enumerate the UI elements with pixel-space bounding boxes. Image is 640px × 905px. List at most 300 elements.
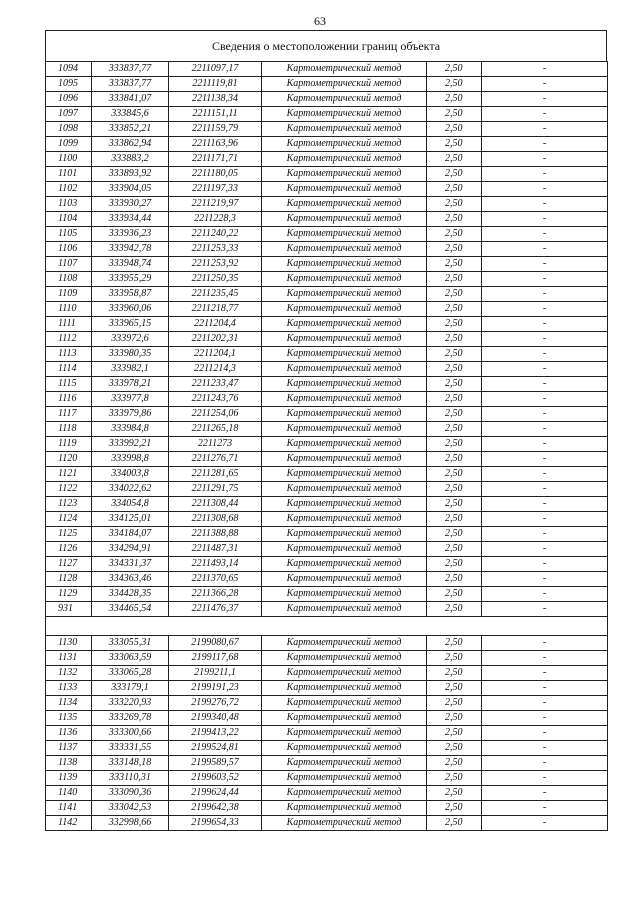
coordinate-x-cell: 334022,62 <box>92 482 169 497</box>
table-row <box>46 756 608 771</box>
accuracy-cell: 2,50 <box>427 227 482 242</box>
point-number-cell: 1114 <box>46 362 92 377</box>
point-number-cell: 1138 <box>46 756 92 771</box>
coordinate-y-cell: 2211151,11 <box>169 107 262 122</box>
accuracy-cell: 2,50 <box>427 197 482 212</box>
description-cell: - <box>482 602 608 617</box>
point-number-cell: 1100 <box>46 152 92 167</box>
coordinate-y-cell: 2199340,48 <box>169 711 262 726</box>
accuracy-cell: 2,50 <box>427 407 482 422</box>
table-row <box>46 272 608 287</box>
coordinate-y-cell: 2211308,68 <box>169 512 262 527</box>
coordinate-x-cell: 333862,94 <box>92 137 169 152</box>
description-cell: - <box>482 347 608 362</box>
description-cell: - <box>482 771 608 786</box>
description-cell: - <box>482 287 608 302</box>
description-cell: - <box>482 77 608 92</box>
determination-method-cell: Картометрический метод <box>262 362 427 377</box>
point-number-cell: 1123 <box>46 497 92 512</box>
description-cell: - <box>482 152 608 167</box>
point-number-cell: 1110 <box>46 302 92 317</box>
coordinate-x-cell: 333972,6 <box>92 332 169 347</box>
coordinate-x-cell: 334184,07 <box>92 527 169 542</box>
description-cell: - <box>482 242 608 257</box>
page-number: 63 <box>314 14 326 28</box>
point-number-cell: 1126 <box>46 542 92 557</box>
determination-method-cell: Картометрический метод <box>262 666 427 681</box>
point-number-cell: 1102 <box>46 182 92 197</box>
description-cell: - <box>482 317 608 332</box>
point-number-cell: 1116 <box>46 392 92 407</box>
accuracy-cell: 2,50 <box>427 62 482 77</box>
point-number-cell: 1137 <box>46 741 92 756</box>
accuracy-cell: 2,50 <box>427 137 482 152</box>
point-number-cell: 1139 <box>46 771 92 786</box>
coordinate-y-cell: 2211119,81 <box>169 77 262 92</box>
coordinate-y-cell: 2199589,57 <box>169 756 262 771</box>
table-row <box>46 741 608 756</box>
determination-method-cell: Картометрический метод <box>262 726 427 741</box>
coordinate-x-cell: 333998,8 <box>92 452 169 467</box>
accuracy-cell: 2,50 <box>427 602 482 617</box>
accuracy-cell: 2,50 <box>427 272 482 287</box>
table-row <box>46 377 608 392</box>
coordinate-y-cell: 2211476,37 <box>169 602 262 617</box>
accuracy-cell: 2,50 <box>427 107 482 122</box>
coordinate-y-cell: 2211253,92 <box>169 257 262 272</box>
description-cell: - <box>482 227 608 242</box>
description-cell: - <box>482 786 608 801</box>
description-cell: - <box>482 636 608 651</box>
point-number-cell: 1127 <box>46 557 92 572</box>
description-cell: - <box>482 257 608 272</box>
description-cell: - <box>482 437 608 452</box>
accuracy-cell: 2,50 <box>427 572 482 587</box>
table-row <box>46 227 608 242</box>
accuracy-cell: 2,50 <box>427 636 482 651</box>
determination-method-cell: Картометрический метод <box>262 587 427 602</box>
coordinate-x-cell: 333960,06 <box>92 302 169 317</box>
description-cell: - <box>482 741 608 756</box>
table-row <box>46 452 608 467</box>
description-cell: - <box>482 696 608 711</box>
table-row <box>46 602 608 617</box>
determination-method-cell: Картометрический метод <box>262 741 427 756</box>
point-number-cell: 1117 <box>46 407 92 422</box>
table-row <box>46 197 608 212</box>
coordinate-x-cell: 333978,21 <box>92 377 169 392</box>
coordinate-x-cell: 334363,46 <box>92 572 169 587</box>
point-number-cell: 1108 <box>46 272 92 287</box>
description-cell: - <box>482 407 608 422</box>
coordinate-x-cell: 333934,44 <box>92 212 169 227</box>
coordinate-x-cell: 333063,59 <box>92 651 169 666</box>
description-cell: - <box>482 272 608 287</box>
coordinate-x-cell: 333837,77 <box>92 62 169 77</box>
coordinate-y-cell: 2199642,38 <box>169 801 262 816</box>
table-row <box>46 152 608 167</box>
determination-method-cell: Картометрический метод <box>262 287 427 302</box>
determination-method-cell: Картометрический метод <box>262 602 427 617</box>
determination-method-cell: Картометрический метод <box>262 407 427 422</box>
point-number-cell: 1115 <box>46 377 92 392</box>
table-row <box>46 527 608 542</box>
boundary-sheet <box>45 30 607 831</box>
point-number-cell: 1109 <box>46 287 92 302</box>
determination-method-cell: Картометрический метод <box>262 392 427 407</box>
determination-method-cell: Картометрический метод <box>262 77 427 92</box>
accuracy-cell: 2,50 <box>427 152 482 167</box>
point-number-cell: 1106 <box>46 242 92 257</box>
accuracy-cell: 2,50 <box>427 347 482 362</box>
coordinate-x-cell: 333090,36 <box>92 786 169 801</box>
point-number-cell: 1118 <box>46 422 92 437</box>
coordinate-y-cell: 2199524,81 <box>169 741 262 756</box>
coordinates-table <box>45 61 608 831</box>
coordinate-y-cell: 2211254,06 <box>169 407 262 422</box>
determination-method-cell: Картометрический метод <box>262 347 427 362</box>
table-row <box>46 666 608 681</box>
coordinate-y-cell: 2211202,31 <box>169 332 262 347</box>
determination-method-cell: Картометрический метод <box>262 786 427 801</box>
description-cell: - <box>482 497 608 512</box>
determination-method-cell: Картометрический метод <box>262 801 427 816</box>
accuracy-cell: 2,50 <box>427 756 482 771</box>
coordinate-y-cell: 2211291,75 <box>169 482 262 497</box>
coordinate-y-cell: 2211204,4 <box>169 317 262 332</box>
description-cell: - <box>482 302 608 317</box>
table-row <box>46 636 608 651</box>
point-number-cell: 1121 <box>46 467 92 482</box>
description-cell: - <box>482 392 608 407</box>
description-cell: - <box>482 557 608 572</box>
point-number-cell: 1136 <box>46 726 92 741</box>
accuracy-cell: 2,50 <box>427 182 482 197</box>
table-row <box>46 542 608 557</box>
determination-method-cell: Картометрический метод <box>262 332 427 347</box>
accuracy-cell: 2,50 <box>427 651 482 666</box>
coordinate-y-cell: 2211265,18 <box>169 422 262 437</box>
table-row <box>46 437 608 452</box>
determination-method-cell: Картометрический метод <box>262 467 427 482</box>
description-cell: - <box>482 212 608 227</box>
description-cell: - <box>482 816 608 831</box>
table-row <box>46 212 608 227</box>
determination-method-cell: Картометрический метод <box>262 636 427 651</box>
description-cell: - <box>482 362 608 377</box>
point-number-cell: 1122 <box>46 482 92 497</box>
description-cell: - <box>482 182 608 197</box>
table-row <box>46 332 608 347</box>
coordinate-y-cell: 2211097,17 <box>169 62 262 77</box>
accuracy-cell: 2,50 <box>427 726 482 741</box>
coordinate-y-cell: 2211235,45 <box>169 287 262 302</box>
table-row <box>46 347 608 362</box>
table-row <box>46 422 608 437</box>
accuracy-cell: 2,50 <box>427 512 482 527</box>
table-row <box>46 467 608 482</box>
accuracy-cell: 2,50 <box>427 92 482 107</box>
coordinate-y-cell: 2211308,44 <box>169 497 262 512</box>
point-number-cell: 1107 <box>46 257 92 272</box>
description-cell: - <box>482 422 608 437</box>
section-separator-cell <box>46 617 608 636</box>
table-row <box>46 392 608 407</box>
coordinate-x-cell: 333965,15 <box>92 317 169 332</box>
coordinate-x-cell: 334294,91 <box>92 542 169 557</box>
coordinate-y-cell: 2211219,97 <box>169 197 262 212</box>
coordinate-y-cell: 2211388,88 <box>169 527 262 542</box>
table-row <box>46 651 608 666</box>
table-row <box>46 62 608 77</box>
description-cell: - <box>482 92 608 107</box>
table-row <box>46 242 608 257</box>
accuracy-cell: 2,50 <box>427 816 482 831</box>
coordinate-x-cell: 333958,87 <box>92 287 169 302</box>
description-cell: - <box>482 107 608 122</box>
point-number-cell: 1132 <box>46 666 92 681</box>
table-row <box>46 302 608 317</box>
point-number-cell: 1131 <box>46 651 92 666</box>
section-separator-row <box>46 617 608 636</box>
determination-method-cell: Картометрический метод <box>262 572 427 587</box>
table-row <box>46 317 608 332</box>
accuracy-cell: 2,50 <box>427 242 482 257</box>
coordinate-x-cell: 333331,55 <box>92 741 169 756</box>
coordinate-y-cell: 2211487,31 <box>169 542 262 557</box>
description-cell: - <box>482 587 608 602</box>
accuracy-cell: 2,50 <box>427 587 482 602</box>
coordinate-x-cell: 333992,21 <box>92 437 169 452</box>
coordinate-x-cell: 333042,53 <box>92 801 169 816</box>
accuracy-cell: 2,50 <box>427 332 482 347</box>
coordinate-x-cell: 333904,05 <box>92 182 169 197</box>
determination-method-cell: Картометрический метод <box>262 272 427 287</box>
point-number-cell: 1104 <box>46 212 92 227</box>
coordinate-x-cell: 333930,27 <box>92 197 169 212</box>
accuracy-cell: 2,50 <box>427 666 482 681</box>
table-row <box>46 137 608 152</box>
description-cell: - <box>482 542 608 557</box>
coordinate-x-cell: 333980,35 <box>92 347 169 362</box>
point-number-cell: 1128 <box>46 572 92 587</box>
determination-method-cell: Картометрический метод <box>262 212 427 227</box>
coordinate-x-cell: 333852,21 <box>92 122 169 137</box>
coordinate-x-cell: 333977,8 <box>92 392 169 407</box>
coordinate-y-cell: 2199624,44 <box>169 786 262 801</box>
coordinate-x-cell: 334003,8 <box>92 467 169 482</box>
description-cell: - <box>482 122 608 137</box>
determination-method-cell: Картометрический метод <box>262 422 427 437</box>
determination-method-cell: Картометрический метод <box>262 242 427 257</box>
accuracy-cell: 2,50 <box>427 362 482 377</box>
table-row <box>46 497 608 512</box>
coordinate-x-cell: 333065,28 <box>92 666 169 681</box>
point-number-cell: 1097 <box>46 107 92 122</box>
point-number-cell: 1134 <box>46 696 92 711</box>
determination-method-cell: Картометрический метод <box>262 711 427 726</box>
table-row <box>46 801 608 816</box>
point-number-cell: 1096 <box>46 92 92 107</box>
coordinate-y-cell: 2211204,1 <box>169 347 262 362</box>
description-cell: - <box>482 452 608 467</box>
determination-method-cell: Картометрический метод <box>262 137 427 152</box>
coordinate-y-cell: 2199117,68 <box>169 651 262 666</box>
coordinate-y-cell: 2199211,1 <box>169 666 262 681</box>
determination-method-cell: Картометрический метод <box>262 482 427 497</box>
table-row <box>46 557 608 572</box>
point-number-cell: 1098 <box>46 122 92 137</box>
coordinate-x-cell: 333300,66 <box>92 726 169 741</box>
description-cell: - <box>482 137 608 152</box>
table-row <box>46 287 608 302</box>
point-number-cell: 1135 <box>46 711 92 726</box>
point-number-cell: 1125 <box>46 527 92 542</box>
accuracy-cell: 2,50 <box>427 77 482 92</box>
determination-method-cell: Картометрический метод <box>262 816 427 831</box>
point-number-cell: 1140 <box>46 786 92 801</box>
accuracy-cell: 2,50 <box>427 452 482 467</box>
point-number-cell: 1133 <box>46 681 92 696</box>
determination-method-cell: Картометрический метод <box>262 681 427 696</box>
coordinate-y-cell: 2211171,71 <box>169 152 262 167</box>
point-number-cell: 1142 <box>46 816 92 831</box>
point-number-cell: 1111 <box>46 317 92 332</box>
coordinate-x-cell: 333893,92 <box>92 167 169 182</box>
coordinate-y-cell: 2199413,22 <box>169 726 262 741</box>
determination-method-cell: Картометрический метод <box>262 651 427 666</box>
accuracy-cell: 2,50 <box>427 527 482 542</box>
accuracy-cell: 2,50 <box>427 302 482 317</box>
point-number-cell: 1099 <box>46 137 92 152</box>
coordinate-y-cell: 2211273 <box>169 437 262 452</box>
accuracy-cell: 2,50 <box>427 122 482 137</box>
table-title: Сведения о местоположении границ объекта <box>45 30 607 61</box>
coordinate-y-cell: 2211214,3 <box>169 362 262 377</box>
coordinate-x-cell: 333179,1 <box>92 681 169 696</box>
coordinate-x-cell: 333269,78 <box>92 711 169 726</box>
determination-method-cell: Картометрический метод <box>262 756 427 771</box>
table-row <box>46 572 608 587</box>
description-cell: - <box>482 756 608 771</box>
description-cell: - <box>482 467 608 482</box>
coordinate-y-cell: 2211253,33 <box>169 242 262 257</box>
determination-method-cell: Картометрический метод <box>262 317 427 332</box>
table-row <box>46 786 608 801</box>
table-row <box>46 816 608 831</box>
point-number-cell: 1141 <box>46 801 92 816</box>
coordinate-x-cell: 334331,37 <box>92 557 169 572</box>
coordinate-y-cell: 2199654,33 <box>169 816 262 831</box>
point-number-cell: 1101 <box>46 167 92 182</box>
determination-method-cell: Картометрический метод <box>262 771 427 786</box>
accuracy-cell: 2,50 <box>427 482 482 497</box>
table-row <box>46 182 608 197</box>
accuracy-cell: 2,50 <box>427 557 482 572</box>
coordinate-y-cell: 2199603,52 <box>169 771 262 786</box>
determination-method-cell: Картометрический метод <box>262 257 427 272</box>
coordinate-x-cell: 334465,54 <box>92 602 169 617</box>
table-row <box>46 257 608 272</box>
accuracy-cell: 2,50 <box>427 681 482 696</box>
determination-method-cell: Картометрический метод <box>262 302 427 317</box>
point-number-cell: 931 <box>46 602 92 617</box>
coordinate-y-cell: 2211276,71 <box>169 452 262 467</box>
coordinate-x-cell: 333936,23 <box>92 227 169 242</box>
description-cell: - <box>482 332 608 347</box>
accuracy-cell: 2,50 <box>427 167 482 182</box>
coordinate-y-cell: 2211366,28 <box>169 587 262 602</box>
coordinate-x-cell: 333837,77 <box>92 77 169 92</box>
coordinate-x-cell: 333942,78 <box>92 242 169 257</box>
description-cell: - <box>482 726 608 741</box>
description-cell: - <box>482 711 608 726</box>
coordinate-x-cell: 333148,18 <box>92 756 169 771</box>
point-number-cell: 1120 <box>46 452 92 467</box>
coordinate-y-cell: 2211180,05 <box>169 167 262 182</box>
determination-method-cell: Картометрический метод <box>262 152 427 167</box>
coordinate-x-cell: 333110,31 <box>92 771 169 786</box>
accuracy-cell: 2,50 <box>427 392 482 407</box>
description-cell: - <box>482 482 608 497</box>
accuracy-cell: 2,50 <box>427 212 482 227</box>
table-row <box>46 407 608 422</box>
coordinate-y-cell: 2211250,35 <box>169 272 262 287</box>
determination-method-cell: Картометрический метод <box>262 527 427 542</box>
coordinate-x-cell: 332998,66 <box>92 816 169 831</box>
description-cell: - <box>482 651 608 666</box>
table-row <box>46 771 608 786</box>
table-row <box>46 92 608 107</box>
coordinate-x-cell: 334125,01 <box>92 512 169 527</box>
table-row <box>46 726 608 741</box>
coordinate-y-cell: 2211243,76 <box>169 392 262 407</box>
determination-method-cell: Картометрический метод <box>262 62 427 77</box>
point-number-cell: 1105 <box>46 227 92 242</box>
determination-method-cell: Картометрический метод <box>262 197 427 212</box>
accuracy-cell: 2,50 <box>427 711 482 726</box>
coordinate-y-cell: 2211159,79 <box>169 122 262 137</box>
coordinate-y-cell: 2211493,14 <box>169 557 262 572</box>
table-row <box>46 512 608 527</box>
coordinate-y-cell: 2199080,67 <box>169 636 262 651</box>
determination-method-cell: Картометрический метод <box>262 92 427 107</box>
determination-method-cell: Картометрический метод <box>262 107 427 122</box>
table-row <box>46 362 608 377</box>
point-number-cell: 1130 <box>46 636 92 651</box>
coordinate-x-cell: 334428,35 <box>92 587 169 602</box>
coordinate-x-cell: 333948,74 <box>92 257 169 272</box>
coordinate-y-cell: 2211228,3 <box>169 212 262 227</box>
accuracy-cell: 2,50 <box>427 696 482 711</box>
description-cell: - <box>482 527 608 542</box>
determination-method-cell: Картометрический метод <box>262 167 427 182</box>
table-row <box>46 681 608 696</box>
determination-method-cell: Картометрический метод <box>262 542 427 557</box>
point-number-cell: 1113 <box>46 347 92 362</box>
accuracy-cell: 2,50 <box>427 467 482 482</box>
coordinate-x-cell: 334054,8 <box>92 497 169 512</box>
accuracy-cell: 2,50 <box>427 786 482 801</box>
description-cell: - <box>482 62 608 77</box>
description-cell: - <box>482 512 608 527</box>
description-cell: - <box>482 666 608 681</box>
coordinate-y-cell: 2211197,33 <box>169 182 262 197</box>
coordinate-x-cell: 333982,1 <box>92 362 169 377</box>
determination-method-cell: Картометрический метод <box>262 122 427 137</box>
point-number-cell: 1119 <box>46 437 92 452</box>
table-row <box>46 107 608 122</box>
